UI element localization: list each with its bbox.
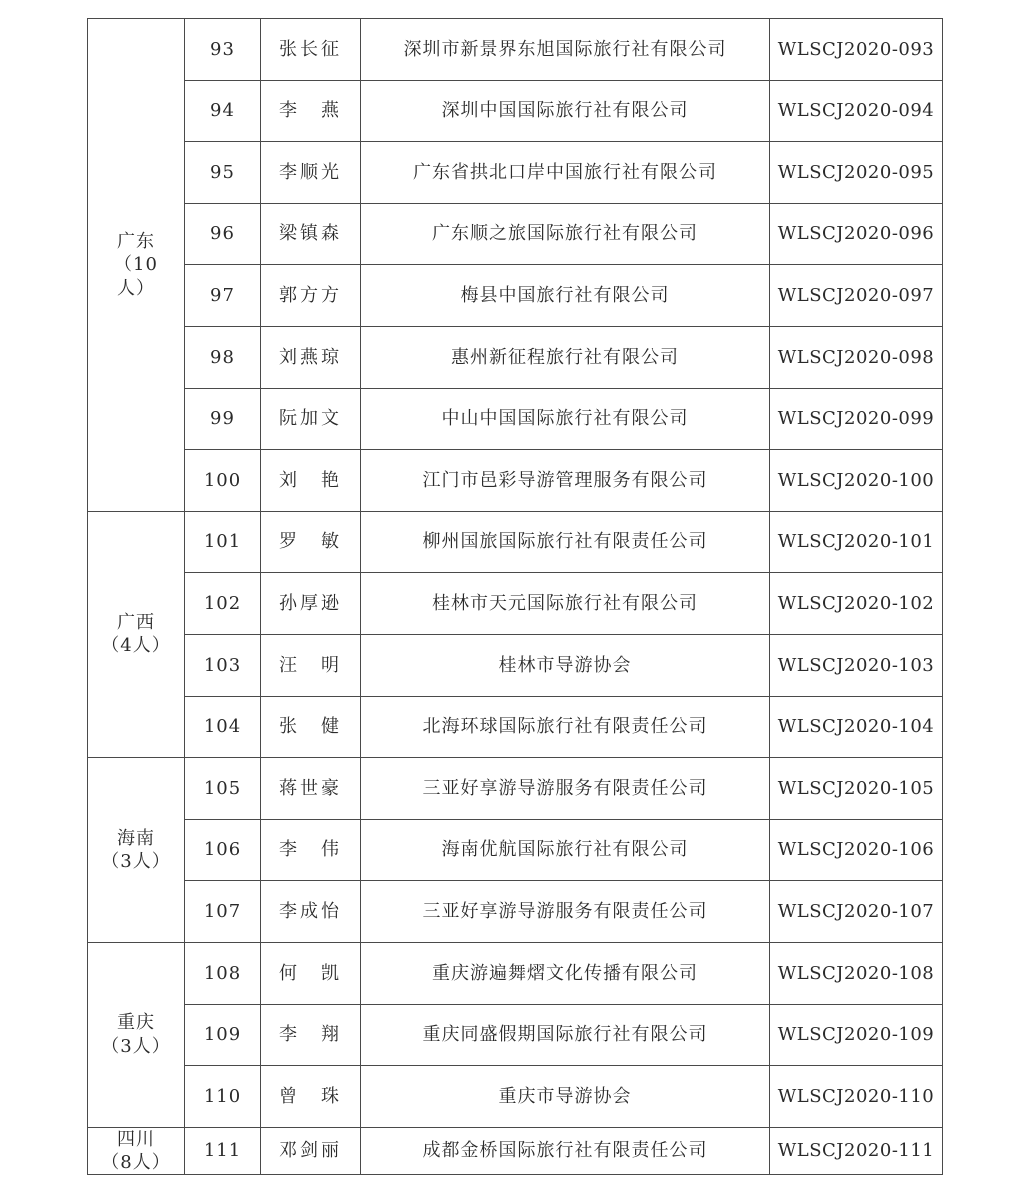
name-cell: 何 凯: [261, 942, 361, 1004]
roster-table: [87, 18, 943, 1175]
number-cell: 96: [185, 203, 261, 265]
organization-cell: 江门市邑彩导游管理服务有限公司: [361, 450, 770, 512]
organization-cell: 桂林市天元国际旅行社有限公司: [361, 573, 770, 635]
table-row: [88, 203, 943, 265]
organization-cell: 惠州新征程旅行社有限公司: [361, 326, 770, 388]
organization-cell: 中山中国国际旅行社有限公司: [361, 388, 770, 450]
organization-cell: 重庆同盛假期国际旅行社有限公司: [361, 1004, 770, 1066]
name-cell: 孙厚逊: [261, 573, 361, 635]
region-cell: 广西 （4人）: [88, 511, 185, 757]
table-row: [88, 450, 943, 512]
number-cell: 97: [185, 265, 261, 327]
name-cell: 李 翔: [261, 1004, 361, 1066]
table-row: [88, 326, 943, 388]
table-row: [88, 634, 943, 696]
number-cell: 95: [185, 142, 261, 204]
certificate-code-cell: WLSCJ2020-099: [770, 388, 943, 450]
number-cell: 94: [185, 80, 261, 142]
number-cell: 101: [185, 511, 261, 573]
certificate-code-cell: WLSCJ2020-098: [770, 326, 943, 388]
certificate-code-cell: WLSCJ2020-108: [770, 942, 943, 1004]
name-cell: 汪 明: [261, 634, 361, 696]
table-row: [88, 881, 943, 943]
name-cell: 李 伟: [261, 819, 361, 881]
table-row: [88, 511, 943, 573]
certificate-code-cell: WLSCJ2020-106: [770, 819, 943, 881]
number-cell: 109: [185, 1004, 261, 1066]
organization-cell: 三亚好享游导游服务有限责任公司: [361, 881, 770, 943]
table-row: [88, 942, 943, 1004]
certificate-code-cell: WLSCJ2020-100: [770, 450, 943, 512]
organization-cell: 广东省拱北口岸中国旅行社有限公司: [361, 142, 770, 204]
table-row: [88, 696, 943, 758]
certificate-code-cell: WLSCJ2020-101: [770, 511, 943, 573]
certificate-code-cell: WLSCJ2020-104: [770, 696, 943, 758]
certificate-code-cell: WLSCJ2020-111: [770, 1127, 943, 1175]
region-cell: 广东 （10 人）: [88, 19, 185, 512]
number-cell: 100: [185, 450, 261, 512]
name-cell: 蒋世豪: [261, 758, 361, 820]
certificate-code-cell: WLSCJ2020-094: [770, 80, 943, 142]
number-cell: 98: [185, 326, 261, 388]
table-row: [88, 573, 943, 635]
organization-cell: 广东顺之旅国际旅行社有限公司: [361, 203, 770, 265]
name-cell: 张 健: [261, 696, 361, 758]
certificate-code-cell: WLSCJ2020-096: [770, 203, 943, 265]
table-row: [88, 1127, 943, 1175]
organization-cell: 柳州国旅国际旅行社有限责任公司: [361, 511, 770, 573]
table-row: [88, 265, 943, 327]
region-cell: 重庆 （3人）: [88, 942, 185, 1127]
organization-cell: 深圳中国国际旅行社有限公司: [361, 80, 770, 142]
number-cell: 107: [185, 881, 261, 943]
organization-cell: 北海环球国际旅行社有限责任公司: [361, 696, 770, 758]
number-cell: 93: [185, 19, 261, 81]
certificate-code-cell: WLSCJ2020-102: [770, 573, 943, 635]
organization-cell: 海南优航国际旅行社有限公司: [361, 819, 770, 881]
name-cell: 李顺光: [261, 142, 361, 204]
region-cell: 四川 （8人）: [88, 1127, 185, 1175]
name-cell: 罗 敏: [261, 511, 361, 573]
name-cell: 张长征: [261, 19, 361, 81]
name-cell: 李成怡: [261, 881, 361, 943]
table-row: [88, 80, 943, 142]
number-cell: 111: [185, 1127, 261, 1175]
number-cell: 99: [185, 388, 261, 450]
roster-body: [88, 19, 943, 1175]
organization-cell: 三亚好享游导游服务有限责任公司: [361, 758, 770, 820]
name-cell: 邓剑丽: [261, 1127, 361, 1175]
organization-cell: 桂林市导游协会: [361, 634, 770, 696]
name-cell: 刘 艳: [261, 450, 361, 512]
name-cell: 郭方方: [261, 265, 361, 327]
name-cell: 曾 珠: [261, 1066, 361, 1128]
organization-cell: 重庆市导游协会: [361, 1066, 770, 1128]
number-cell: 105: [185, 758, 261, 820]
certificate-code-cell: WLSCJ2020-110: [770, 1066, 943, 1128]
number-cell: 103: [185, 634, 261, 696]
table-row: [88, 19, 943, 81]
number-cell: 102: [185, 573, 261, 635]
table-row: [88, 758, 943, 820]
table-row: [88, 142, 943, 204]
name-cell: 梁镇森: [261, 203, 361, 265]
region-cell: 海南 （3人）: [88, 758, 185, 943]
certificate-code-cell: WLSCJ2020-105: [770, 758, 943, 820]
number-cell: 106: [185, 819, 261, 881]
organization-cell: 梅县中国旅行社有限公司: [361, 265, 770, 327]
name-cell: 阮加文: [261, 388, 361, 450]
certificate-code-cell: WLSCJ2020-095: [770, 142, 943, 204]
number-cell: 108: [185, 942, 261, 1004]
table-row: [88, 388, 943, 450]
certificate-code-cell: WLSCJ2020-103: [770, 634, 943, 696]
name-cell: 刘燕琼: [261, 326, 361, 388]
certificate-code-cell: WLSCJ2020-107: [770, 881, 943, 943]
table-row: [88, 1066, 943, 1128]
number-cell: 104: [185, 696, 261, 758]
number-cell: 110: [185, 1066, 261, 1128]
name-cell: 李 燕: [261, 80, 361, 142]
certificate-code-cell: WLSCJ2020-109: [770, 1004, 943, 1066]
organization-cell: 重庆游遍舞熠文化传播有限公司: [361, 942, 770, 1004]
certificate-code-cell: WLSCJ2020-093: [770, 19, 943, 81]
table-row: [88, 819, 943, 881]
organization-cell: 成都金桥国际旅行社有限责任公司: [361, 1127, 770, 1175]
organization-cell: 深圳市新景界东旭国际旅行社有限公司: [361, 19, 770, 81]
table-row: [88, 1004, 943, 1066]
certificate-code-cell: WLSCJ2020-097: [770, 265, 943, 327]
